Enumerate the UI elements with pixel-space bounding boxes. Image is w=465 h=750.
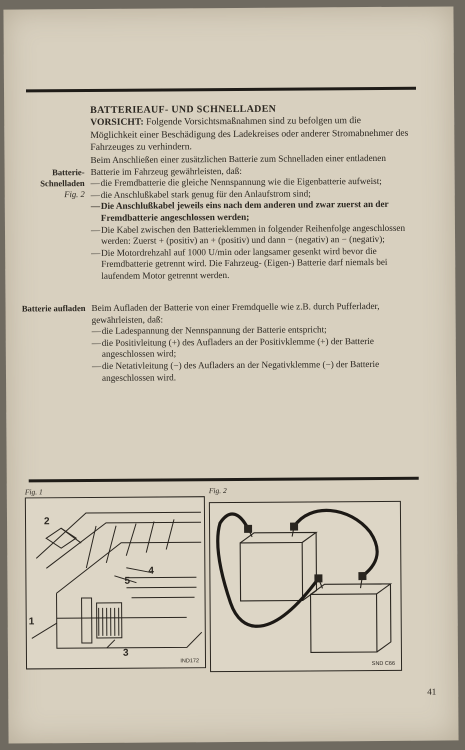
list-item: — die Fremdbatterie die gleiche Nennspannung wie die Eigenbatterie aufweist; bbox=[90, 176, 382, 189]
list-item: — die Netativleitung (−) des Aufladers an der Negativklemme (−) der Batterie angeschlossen wird. bbox=[91, 358, 380, 383]
section-title: BATTERIEAUF- UND SCHNELLADEN bbox=[90, 103, 277, 116]
engine-bay-drawing bbox=[26, 497, 205, 668]
quick-charge-label: Batterie-Schnelladen bbox=[40, 167, 85, 189]
fig2-label: Fig. 2 bbox=[208, 486, 227, 496]
quick-charge-side-label bbox=[19, 167, 85, 200]
quick-charge-intro: Beim Anschließen einer zusätzlichen Batterie zum Schnelladen einer entladenen Batterie im Fahrzeug gewährleisten, daß: bbox=[90, 152, 386, 177]
callout-3: 3 bbox=[122, 647, 129, 659]
quick-charge-block bbox=[90, 153, 409, 283]
list-item: — Die Kabel zwischen den Batterieklemmen in folgender Reihenfolge angeschlossen werden: Zuerst + (positiv) an + (positiv) und dann − (negativ) an − (negativ); bbox=[90, 222, 406, 247]
list-item: — Die Anschlußkabel jeweils eins nach dem anderen und zwar zuerst an der Fremdbatterie angeschlossen werden; bbox=[90, 199, 389, 223]
fig1-code: IND172 bbox=[180, 658, 200, 665]
fig1-illustration bbox=[25, 496, 206, 669]
quick-charge-fig-ref: Fig. 2 bbox=[64, 189, 85, 200]
list-item: — die Positivleitung (+) des Aufladers an der Positivklemme (+) der Batterie angeschlossen wird; bbox=[91, 335, 374, 360]
caution-note bbox=[90, 115, 410, 155]
charging-side-label: Batterie aufladen bbox=[21, 303, 86, 314]
list-item: — die Ladespannung der Nennspannung der Batterie entspricht; bbox=[91, 324, 327, 337]
battery-jump-drawing bbox=[210, 502, 401, 671]
caution-text: Folgende Vorsichtsmaßnahmen sind zu befolgen um die Möglichkeit einer Beschädigung des Ladekreises oder anderer Stromabnehmer des Fahrzeuges zu verhindern. bbox=[90, 115, 409, 153]
page-number: 41 bbox=[427, 686, 437, 697]
callout-1: 1 bbox=[28, 616, 35, 628]
top-rule bbox=[26, 87, 416, 93]
callout-4: 4 bbox=[148, 565, 154, 577]
fig2-illustration bbox=[209, 501, 402, 672]
caution-label: VORSICHT: bbox=[90, 116, 144, 128]
charging-block bbox=[91, 301, 410, 384]
callout-2: 2 bbox=[43, 516, 50, 528]
callout-5: 5 bbox=[124, 575, 131, 587]
list-item: — die Anschlußkabel stark genug für den Anlaufstrom sind; bbox=[90, 188, 311, 200]
list-item: — Die Motordrehzahl auf 1000 U/min oder langsamer gesenkt wird bevor die Fremdbatterie getrennt wird. Die Fahrzeug- (Eigen-) Batterie darf niemals bei laufendem Motor getrennt werden. bbox=[91, 245, 388, 281]
bottom-rule bbox=[29, 477, 419, 483]
manual-page bbox=[3, 6, 458, 743]
fig1-label: Fig. 1 bbox=[24, 487, 43, 497]
fig2-code: SND C66 bbox=[371, 660, 396, 668]
charging-intro: Beim Aufladen der Batterie von einer Fremdquelle wie z.B. durch Pufferlader, gewährleisten, daß: bbox=[91, 300, 380, 325]
